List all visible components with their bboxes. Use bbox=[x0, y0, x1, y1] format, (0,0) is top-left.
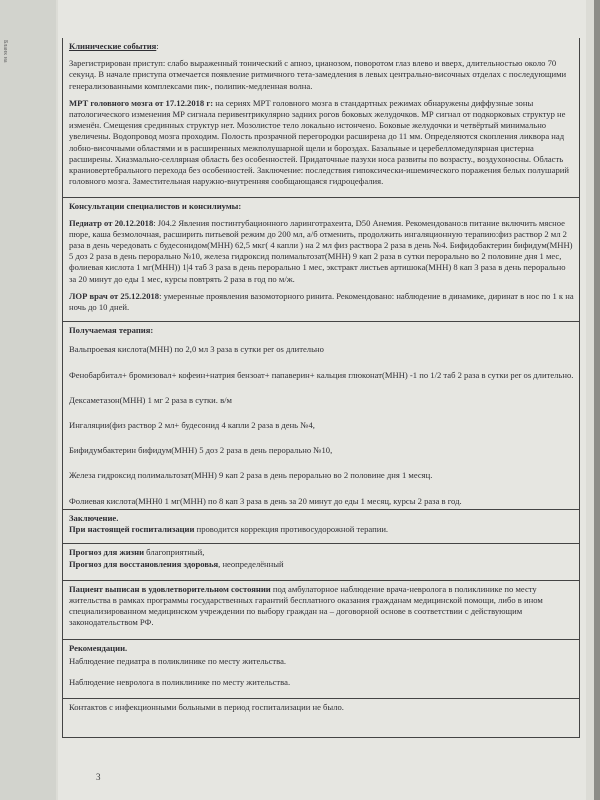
discharge-section bbox=[63, 581, 579, 640]
conclusion-label: При настоящей госпитализации bbox=[69, 524, 195, 535]
discharge-summary bbox=[62, 38, 580, 738]
prognosis-life-value: благоприятный, bbox=[144, 547, 205, 558]
prognosis-health-value: , неопределённый bbox=[218, 558, 284, 569]
conclusion-heading: Заключение. bbox=[69, 512, 119, 523]
contacts-text: Контактов с инфекционными больными в период госпитализации не было. bbox=[69, 702, 344, 713]
discharge-text: под амбулаторное наблюдение врача-невролога в поликлинике по месту жительства в рамках программы государственных гарантий бесплатного оказания гражданам медицинской помощи, либо в ином специализированном медицинском учреждении по выбору граждан на – договорной основе в соответствии с действующим законодательством РФ. bbox=[69, 583, 543, 628]
therapy-item: Фенобарбитал+ бромизовал+ кофеин+натрия бензоат+ папаверин+ кальция глюконат(МНН) -1 по 1/2 таб 2 раза в сутки per os длительно. bbox=[69, 369, 574, 380]
ent-label: ЛОР врач от 25.12.2018 bbox=[69, 290, 160, 301]
therapy-item: Бифидумбактерин бифидум(МНН) 5 доз 2 раза в день перорально №10, bbox=[69, 445, 333, 456]
conclusion-text: проводится коррекция противосудорожной терапии. bbox=[194, 524, 389, 535]
discharge-label: Пациент выписан в удовлетворительном состоянии bbox=[69, 583, 271, 594]
pediatrician-text: : J04.2 Явления постинтубационного ларинготрахеита, D50 Анемия. Рекомендовано:в питание включить мясное пюре, каша безмолочная, расширить питьевой режим до 200 мл, а/б отменить, продолжить ингаляционную терапию:физ раствор 2 мл 2 раза в день чередовать с будесонидом(МНН) 62,5 мкг( 4 капли ) на 2 мл физ раствора 2 раза в день №4. Бифидобактерин бифидум(МНН) 5 доз 2 раза в день перорально №10, железа гидроксид полимальтозат(МНН) 9 кап 2 раза в сутки перорально во 2 половине дня 1 мес, фолиевая кислота 1 мг(МНН)) 1|4 таб 3 раза в день перорально 1 мес, экстракт листьев артишока(МНН) 8 кап 3 раза в день перорально за 20 минут до еды 1 мес, курсы повтрять 2 раза в год по м/ж. bbox=[69, 217, 573, 284]
contacts-section bbox=[63, 699, 579, 738]
clinical-events-section bbox=[63, 38, 579, 198]
mri-text: на сериях МРТ головного мозга в стандартных режимах обнаружены диффузные зоны патологического изменения МР сигнала перивентрикулярно задних рогов боковых желудочков. МР сигнал от подкорковых структур не изменён. Смещения срединных структур нет. Мозолистое тело локально истончено. Боковые желудочки и четвёртый минимально увеличены. Водопровод мозга проходим. Полость прозрачной перегородки расширена до 11 мм. Определяются скопления ликвора над лобно-височными областями и в расширенных межполушарной щели и бороздах. Базальные и церебелломедулярная цистерна расширены. Хиазмально-селлярная область без особенностей. Придаточные пазухи носа развиты по возрасту., воздухоносны. Область краниовертебрального перехода без особенностей. Заключение: последствия гипоксически-ишемического поражения белых полушарий головного мозга. Заместительная наружно-внутренняя сообщающаяся гидроцефалия. bbox=[69, 97, 569, 187]
prognosis-life-label: Прогноз для жизни bbox=[69, 547, 145, 558]
previous-page-strip bbox=[0, 0, 56, 800]
therapy-item: Фолиевая кислота(МНН0 1 мг(МНН) по 8 кап 3 раза в день за 20 минут до еды 1 месяц, курсы 2 раза в год. bbox=[69, 495, 462, 506]
prognosis-section bbox=[63, 544, 579, 580]
page-number: 3 bbox=[96, 772, 101, 782]
therapy-item: Ингаляции(физ раствор 2 мл+ будесонид 4 капли 2 раза в день №4, bbox=[69, 420, 315, 431]
therapy-item: Вальпроевая кислота(МНН) по 2,0 мл 3 раза в сутки per os длительно bbox=[69, 344, 324, 355]
recommendation-item: Наблюдение невролога в поликлинике по месту жительства. bbox=[69, 676, 291, 687]
prognosis-health-label: Прогноз для восстановления здоровья bbox=[69, 558, 219, 569]
therapy-section bbox=[63, 322, 579, 510]
recommendation-item: Наблюдение педиатра в поликлинике по месту жительства. bbox=[69, 655, 287, 666]
ent-text: : умеренные проявления вазомоторного ринита. Рекомендовано: наблюдение в динамике, диринат в нос по 1 к на ночь до 10 дней. bbox=[69, 290, 574, 313]
fold-text: Бланк на bbox=[2, 40, 8, 63]
clinical-events-text: Зарегистрирован приступ: слабо выраженный тонический с апноэ, цианозом, поворотом глаз влево и вверх, длительностью около 70 секунд. В начале приступа отмечается появление ритмичного тета-замедления в левых центрально-височных отделах с последующими генерализованными комплексами пик-, полипик-медленная волна. bbox=[69, 58, 567, 91]
pediatrician-label: Педиатр от 20.12.2018 bbox=[69, 217, 154, 228]
therapy-heading: Получаемая терапия: bbox=[69, 325, 154, 336]
clinical-events-heading-suffix: : bbox=[156, 41, 159, 51]
recommendations-heading: Рекомендации. bbox=[69, 642, 128, 653]
clinical-events-heading: Клинические события bbox=[69, 41, 157, 51]
recommendations-section bbox=[63, 640, 579, 700]
consultations-heading: Консультации специалистов и консилиумы: bbox=[69, 201, 242, 212]
mri-label: МРТ головного мозга от 17.12.2018 г: bbox=[69, 97, 214, 108]
therapy-item: Дексаметазон(МНН) 1 мг 2 раза в сутки. в/м bbox=[69, 394, 232, 405]
consultations-section bbox=[63, 198, 579, 322]
conclusion-section bbox=[63, 510, 579, 544]
therapy-item: Железа гидроксид полимальтозат(МНН) 9 кап 2 раза в день перорально во 2 половине дня 1 месяц. bbox=[69, 470, 433, 481]
